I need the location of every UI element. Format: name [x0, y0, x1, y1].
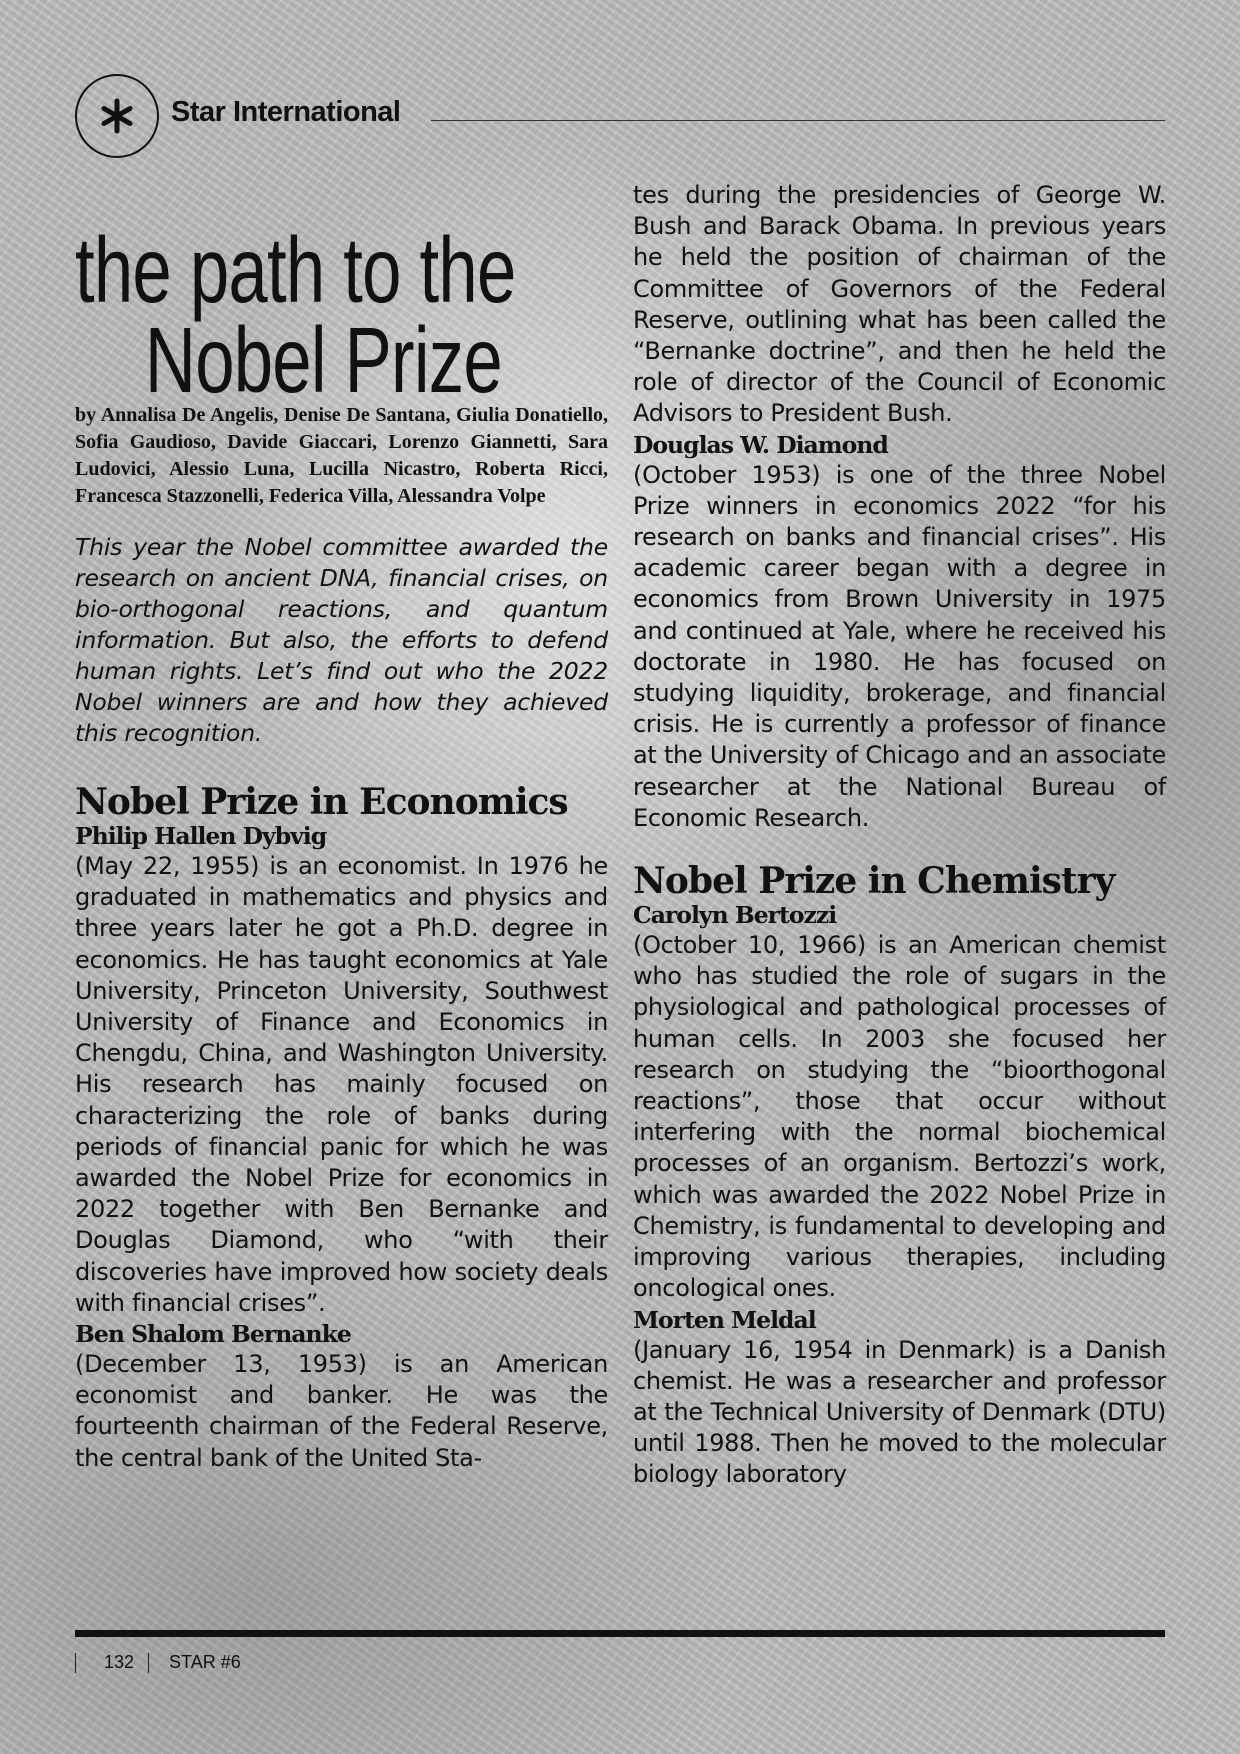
right-column: [633, 180, 1166, 1491]
page-number: 132: [104, 1652, 135, 1672]
laureate-bio-bernanke-part1: (December 13, 1953) is an American economist and banker. He was the fourteenth chairman of the Federal Reserve, the central bank of the United Sta-: [75, 1350, 608, 1472]
laureate-bio-diamond: (October 1953) is one of the three Nobel Prize winners in economics 2022 “for his research on banks and financial crises”. His academic career began with a degree in economics from Brown University in 1975 and continued at Yale, where he received his doctorate in 1980. He has focused on studying liquidity, brokerage, and financial crisis. He is currently a professor of finance at the University of Chicago and an associate researcher at the National Bureau of Economic Research.: [633, 460, 1166, 832]
footer-separator: [75, 1653, 76, 1673]
laureate-name-bernanke: Ben Shalom Bernanke: [75, 1320, 351, 1349]
laureate-name-meldal: Morten Meldal: [633, 1305, 816, 1334]
laureate-bio-dybvig: (May 22, 1955) is an economist. In 1976 he graduated in mathematics and physics and three years later he got a Ph.D. degree in economics. He has taught economics at Yale University, Princeton University, Southwest University of Finance and Economics in Chengdu, China, and Washington University. His research has mainly focused on characterizing the role of banks during periods of financial panic for which he was awarded the Nobel Prize for economics in 2022 together with Ben Bernanke and Douglas Diamond, who “with their discoveries have improved how society deals with financial crises”.: [75, 852, 608, 1317]
magazine-issue: STAR #6: [169, 1652, 241, 1672]
page-footer: [75, 1652, 241, 1673]
laureate-name-diamond: Douglas W. Diamond: [633, 430, 888, 459]
intro-paragraph: This year the Nobel committee awarded the research on ancient DNA, financial crises, on bio-orthogonal reactions, and quantum information. But also, the efforts to defend human rights. Let’s find out who the 2022 Nobel winners are and how they achieved this recognition.: [75, 533, 608, 747]
header-divider: [431, 120, 1165, 121]
laureate-bio-bertozzi: (October 10, 1966) is an American chemist who has studied the role of sugars in the physiological and pathological processes of human cells. In 2003 she focused her research on studying the “bioorthogonal reactions”, those that occur without interfering with the normal biochemical processes of an organism. Bertozzi’s work, which was awarded the 2022 Nobel Prize in Chemistry, is fundamental to developing and improving various therapies, including oncological ones.: [633, 931, 1166, 1303]
page-header: [75, 74, 1165, 160]
section-heading-economics: Nobel Prize in Economics: [75, 781, 568, 823]
laureate-bio-bernanke-part2: tes during the presidencies of George W. Bush and Barack Obama. In previous years he held the position of chairman of the Committee of Governors of the Federal Reserve, outlining what has been called the “Bernanke doctrine”, and then he held the role of director of the Council of Economic Advisors to President Bush.: [633, 181, 1166, 428]
laureate-name-bertozzi: Carolyn Bertozzi: [633, 901, 837, 930]
footer-divider: [75, 1630, 1165, 1637]
asterisk-icon: [97, 96, 137, 136]
byline: by Annalisa De Angelis, Denise De Santana, Giulia Donatiello, Sofia Gaudioso, Davide Giaccari, Lorenzo Giannetti, Sara Ludovici, Alessio Luna, Lucilla Nicastro, Roberta Ricci, Francesca Stazzonelli, Federica Villa, Alessandra Volpe: [75, 404, 608, 507]
left-column: [75, 195, 608, 1474]
title-line-1: the path to the: [75, 218, 516, 322]
section-heading-chemistry: Nobel Prize in Chemistry: [633, 860, 1115, 903]
footer-separator: [148, 1653, 149, 1673]
laureate-name-dybvig: Philip Hallen Dybvig: [75, 822, 327, 850]
title-line-2: Nobel Prize: [144, 308, 502, 412]
section-brand: Star International: [171, 96, 401, 128]
logo: [75, 74, 159, 158]
laureate-bio-meldal: (January 16, 1954 in Denmark) is a Danish chemist. He was a researcher and professor at the Technical University of Denmark (DTU) until 1988. Then he moved to the molecular biology laboratory: [633, 1335, 1166, 1489]
article-title: [75, 218, 609, 412]
